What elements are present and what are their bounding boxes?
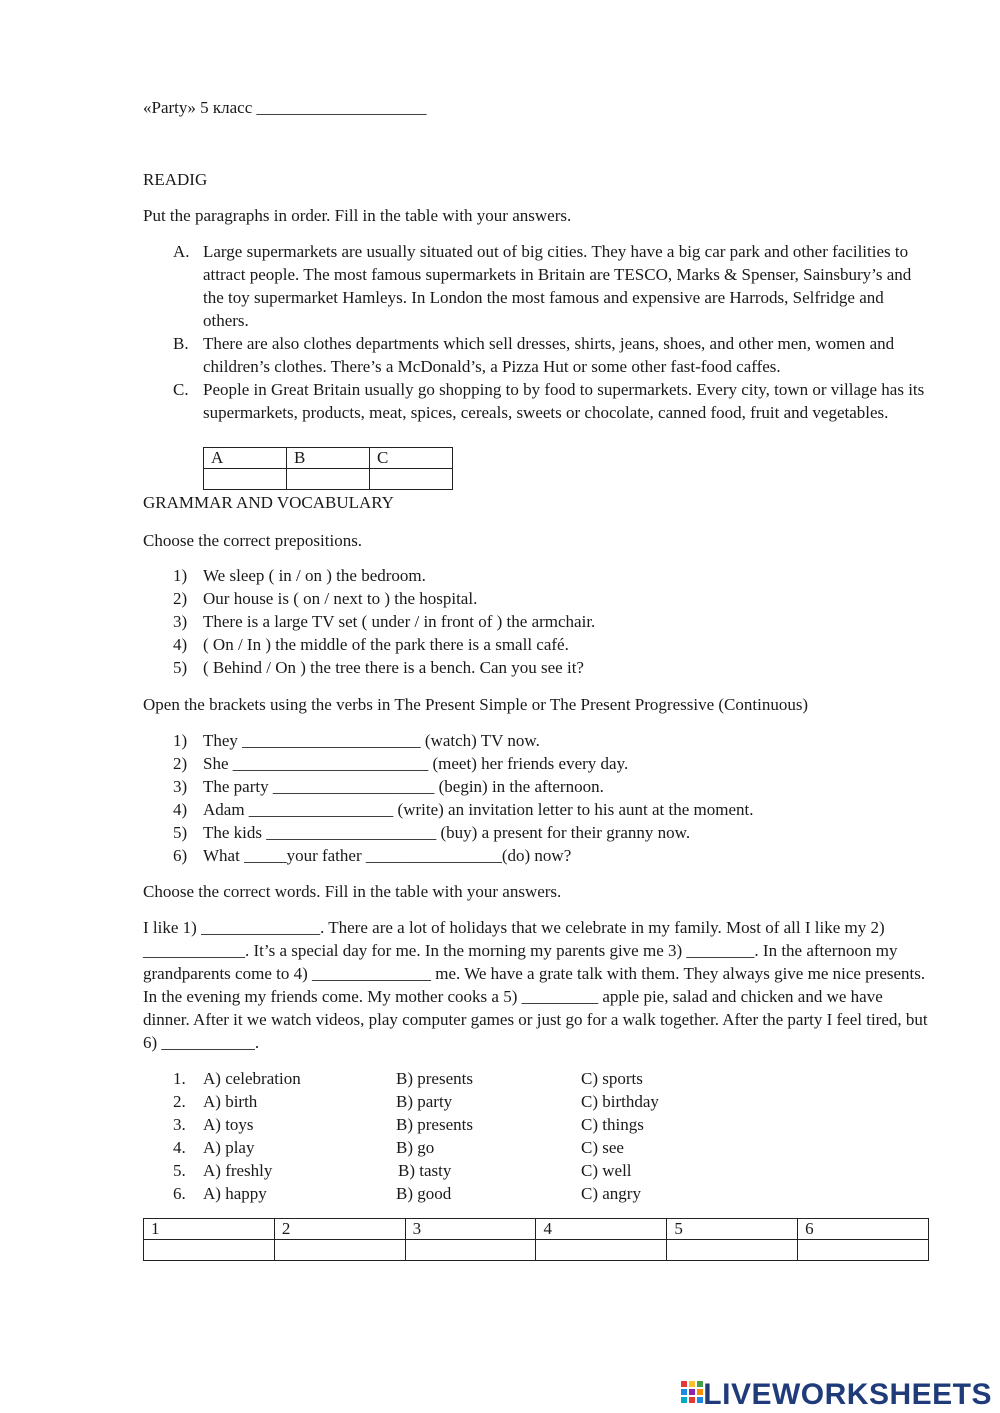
list-item — [143, 1090, 933, 1113]
list-item — [143, 1113, 933, 1136]
table-header-b: B — [287, 448, 370, 469]
table-header-6: 6 — [798, 1219, 929, 1240]
reading-heading: READIG — [143, 170, 208, 189]
list-item — [143, 656, 933, 679]
reading-paragraph-b — [143, 332, 933, 378]
item-number: 1) — [173, 566, 188, 585]
grammar-heading: GRAMMAR AND VOCABULARY — [143, 493, 394, 512]
choice-b[interactable]: B) presents — [396, 1115, 473, 1134]
reading-paragraph-list — [143, 240, 933, 424]
choice-b[interactable]: B) tasty — [398, 1161, 452, 1180]
choice-c[interactable]: C) sports — [581, 1069, 643, 1088]
answer-cell-5[interactable] — [667, 1240, 798, 1261]
cloze-paragraph: I like 1) ______________. There are a lot of holidays that we celebrate in my family. Most of all I like my 2) ____________. It’s a special day for me. In the morning my parents give me 3) ________. In the afternoon my grandparents come to 4) ______________ me. We have a grate talk with them. They always give me nice presents. In the evening my friends come. My mother cooks a 5) _________ apple pie, salad and chicken and we have dinner. After it we watch videos, play computer games or just go for a walk together. After the party I feel tired, but 6) ___________. — [143, 918, 928, 1052]
prepositions-list — [143, 564, 933, 679]
choice-b[interactable]: B) go — [396, 1138, 435, 1157]
item-number: 4) — [173, 800, 188, 819]
choice-b[interactable]: B) party — [396, 1092, 453, 1111]
answer-cell-c[interactable] — [370, 469, 453, 490]
table-header-3: 3 — [405, 1219, 536, 1240]
item-text[interactable]: The party ___________________ (begin) in the afternoon. — [203, 777, 604, 796]
paragraph-text: People in Great Britain usually go shopping to by food to supermarkets. Every city, town or village has its supermarkets, products, meat, spices, cereals, sweets or chocolate, canned food, fruit and vegetables. — [203, 380, 925, 422]
choice-c[interactable]: C) well — [581, 1161, 632, 1180]
item-number: 2) — [173, 589, 188, 608]
list-item — [143, 1182, 933, 1205]
answer-cell-a[interactable] — [204, 469, 287, 490]
list-item — [143, 775, 933, 798]
list-item — [143, 752, 933, 775]
list-item — [143, 564, 933, 587]
choice-c[interactable]: C) see — [581, 1138, 624, 1157]
paragraph-text: Large supermarkets are usually situated out of big cities. They have a big car park and other facilities to attract people. The most famous supermarkets in Britain are TESCO, Marks & Spenser, Sainsbury’s and the toy supermarket Hamleys. In London the most famous and expensive are Harrods, Selfridge and others. — [203, 242, 912, 330]
item-text[interactable]: Adam _________________ (write) an invitation letter to his aunt at the moment. — [203, 800, 754, 819]
list-item — [143, 729, 933, 752]
item-text[interactable]: The kids ____________________ (buy) a present for their granny now. — [203, 823, 691, 842]
reading-paragraph-c — [143, 378, 933, 424]
choice-a[interactable]: A) happy — [203, 1184, 267, 1203]
reading-paragraph-a — [143, 240, 933, 332]
table-header-a: A — [204, 448, 287, 469]
answer-cell-2[interactable] — [274, 1240, 405, 1261]
item-text[interactable]: ( Behind / On ) the tree there is a bench. Can you see it? — [203, 658, 584, 677]
list-item — [143, 821, 933, 844]
item-number: 5. — [173, 1161, 186, 1180]
list-item — [143, 1067, 933, 1090]
choice-b[interactable]: B) good — [396, 1184, 452, 1203]
liveworksheets-logo-icon — [681, 1381, 703, 1407]
word-choices-list — [143, 1067, 933, 1205]
reading-instruction: Put the paragraphs in order. Fill in the table with your answers. — [143, 206, 572, 225]
item-text[interactable]: Our house is ( on / next to ) the hospital. — [203, 589, 478, 608]
choice-a[interactable]: A) celebration — [203, 1069, 301, 1088]
item-text[interactable]: There is a large TV set ( under / in front of ) the armchair. — [203, 612, 596, 631]
words-answer-table — [143, 1218, 929, 1261]
liveworksheets-logo — [681, 1377, 992, 1411]
verbs-list — [143, 729, 933, 867]
item-text[interactable]: We sleep ( in / on ) the bedroom. — [203, 566, 426, 585]
choice-c[interactable]: C) things — [581, 1115, 644, 1134]
item-text[interactable]: She _______________________ (meet) her friends every day. — [203, 754, 629, 773]
list-item — [143, 1136, 933, 1159]
answer-cell-1[interactable] — [144, 1240, 275, 1261]
paragraph-letter: A. — [173, 242, 190, 261]
item-number: 3) — [173, 612, 188, 631]
list-item — [143, 633, 933, 656]
answer-cell-6[interactable] — [798, 1240, 929, 1261]
list-item — [143, 610, 933, 633]
choice-c[interactable]: C) angry — [581, 1184, 641, 1203]
list-item — [143, 1159, 933, 1182]
item-number: 5) — [173, 658, 188, 677]
item-number: 4. — [173, 1138, 186, 1157]
answer-cell-3[interactable] — [405, 1240, 536, 1261]
choice-a[interactable]: A) freshly — [203, 1161, 273, 1180]
item-number: 2) — [173, 754, 188, 773]
item-text[interactable]: ( On / In ) the middle of the park there is a small café. — [203, 635, 569, 654]
words-instruction: Choose the correct words. Fill in the table with your answers. — [143, 882, 562, 901]
table-header-4: 4 — [536, 1219, 667, 1240]
list-item — [143, 798, 933, 821]
item-number: 3) — [173, 777, 188, 796]
item-number: 6. — [173, 1184, 186, 1203]
liveworksheets-logo-text: LIVEWORKSHEETS — [703, 1377, 992, 1411]
item-number: 1) — [173, 731, 188, 750]
choice-c[interactable]: C) birthday — [581, 1092, 659, 1111]
item-number: 3. — [173, 1115, 186, 1134]
reading-answer-table — [203, 447, 453, 490]
choice-a[interactable]: A) birth — [203, 1092, 258, 1111]
table-header-1: 1 — [144, 1219, 275, 1240]
list-item — [143, 844, 933, 867]
paragraph-letter: C. — [173, 380, 189, 399]
table-header-c: C — [370, 448, 453, 469]
item-number: 5) — [173, 823, 188, 842]
paragraph-letter: B. — [173, 334, 189, 353]
choice-a[interactable]: A) play — [203, 1138, 255, 1157]
paragraph-text: There are also clothes departments which sell dresses, shirts, jeans, shoes, and other men, women and children’s clothes. There’s a McDonald’s, a Pizza Hut or some other fast-food caffes. — [203, 334, 895, 376]
item-text[interactable]: What _____your father ________________(do) now? — [203, 846, 572, 865]
table-header-2: 2 — [274, 1219, 405, 1240]
choice-a[interactable]: A) toys — [203, 1115, 254, 1134]
list-item — [143, 587, 933, 610]
answer-cell-b[interactable] — [287, 469, 370, 490]
verbs-instruction: Open the brackets using the verbs in The Present Simple or The Present Progressive (Continuous) — [143, 695, 809, 714]
item-text[interactable]: They _____________________ (watch) TV now. — [203, 731, 540, 750]
prepositions-instruction: Choose the correct prepositions. — [143, 531, 363, 550]
worksheet-title: «Party» 5 класс ____________________ — [143, 98, 427, 117]
choice-b[interactable]: B) presents — [396, 1069, 473, 1088]
item-number: 6) — [173, 846, 188, 865]
item-number: 2. — [173, 1092, 186, 1111]
item-number: 4) — [173, 635, 188, 654]
table-header-5: 5 — [667, 1219, 798, 1240]
item-number: 1. — [173, 1069, 186, 1088]
answer-cell-4[interactable] — [536, 1240, 667, 1261]
